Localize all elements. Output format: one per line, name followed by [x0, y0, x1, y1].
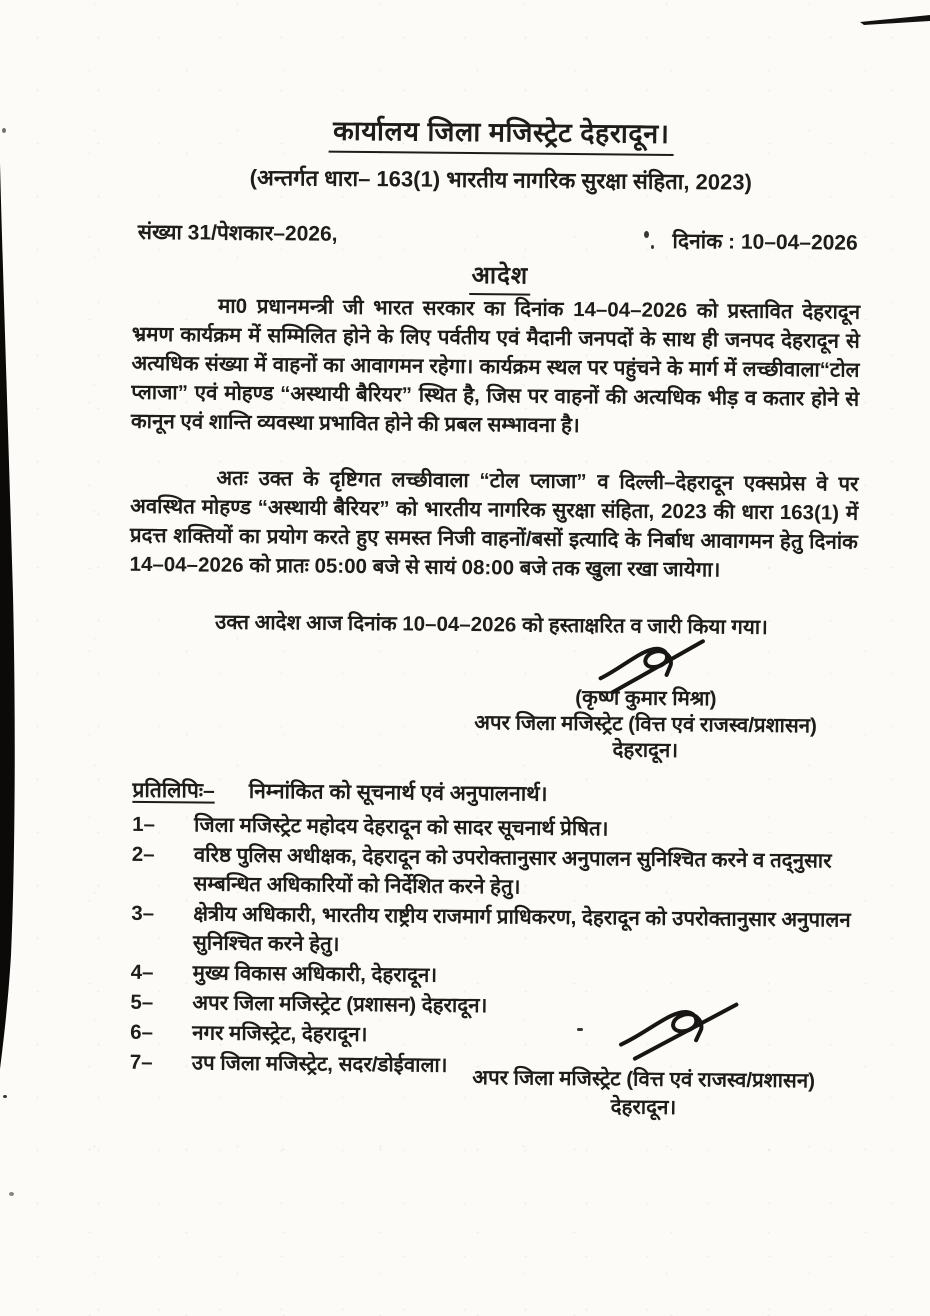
signatory-place: देहरादून। [612, 738, 679, 763]
copy-item-text: नगर मजिस्ट्रेट, देहरादून। [192, 1021, 368, 1047]
copy-item-text: अपर जिला मजिस्ट्रेट (प्रशासन) देहरादून। [192, 991, 488, 1018]
order-paragraph-2: अतः उक्त के दृष्टिगत लच्छीवाला “टोल प्लाजा” व दिल्ली–देहरादून एक्सप्रेस वे पर अवस्थित मोहण्ड “अस्थायी बैरियर” को भारतीय नागरिक सुरक्षा संहिता, 2023 की धारा 163(1) में प्रदत्त शक्तियों का प्रयोग करते हुए समस्त निजी वाहनों/बसों इत्यादि के निर्बाध आवागमन हेतु दिनांक 14–04–2026 को प्रातः 05:00 बजे से सायं 08:00 बजे तक खुला रखा जायेगा। [129, 466, 859, 582]
copy-item-text: उप जिला मजिस्ट्रेट, सदर/डोईवाला। [191, 1051, 448, 1077]
order-heading-text: आदेश [469, 258, 530, 296]
reference-row [138, 218, 858, 253]
signatory-name: (कृष्ण कुमार मिश्रा) [575, 686, 717, 711]
footer-signatory-designation: अपर जिला मजिस्ट्रेट (वित्त एवं राजस्व/प्रशासन) [472, 1066, 816, 1093]
copy-item-2 [131, 840, 858, 905]
signature-scribble-2 [615, 994, 746, 1063]
copy-item-number: 6– [130, 1020, 154, 1045]
copy-item-text: वरिष्ठ पुलिस अधीक्षक, देहरादून को उपरोक्तानुसार अनुपालन सुनिश्चित करने व तद्नुसार सम्बन्धित अधिकारियों को निर्देशित करने हेतु। [193, 843, 832, 899]
copies-list [130, 810, 859, 1085]
footer-signatory-place: देहरादून। [610, 1095, 677, 1120]
footer-signatory-block [419, 1064, 868, 1124]
copies-heading [132, 776, 547, 808]
copy-item-text: क्षेत्रीय अधिकारी, भारतीय राष्ट्रीय राजमार्ग प्राधिकरण, देहरादून को उपरोक्तानुसार अनुपालन सुनिश्चित करने हेतु। [192, 902, 851, 956]
copies-intro: निम्नांकित को सूचनार्थ एवं अनुपालनार्थ। [248, 779, 548, 806]
letter-number: संख्या 31/पेशकार–2026, [137, 220, 338, 246]
signatory-block [423, 684, 869, 766]
letterhead-title-text: कार्यालय जिला मजिस्ट्रेट देहरादून। [329, 111, 674, 156]
copy-item-text: जिला मजिस्ट्रेट महोदय देहरादून को सादर सूचनार्थ प्रेषित। [194, 813, 609, 841]
copy-item-number: 2– [131, 842, 155, 867]
act-reference-line: (अन्तर्गत धारा– 163(1) भारतीय नागरिक सुरक्षा संहिता, 2023) [249, 164, 753, 195]
order-paragraph-1: मा0 प्रधानमन्त्री जी भारत सरकार का दिनांक 14–04–2026 को प्रस्तावित देहरादून भ्रमण कार्यक्रम में सम्मिलित होने के लिए पर्वतीय एवं मैदानी जनपदों के साथ ही जनपद देहरादून से अत्यधिक संख्या में वाहनों का आवागमन रहेगा। कार्यक्रम स्थल पर पहुंचने के मार्ग में लच्छीवाला“टोल प्लाजा” एवं मोहण्ड “अस्थायी बैरियर” स्थित है, जिस पर वाहनों की अत्यधिक भीड़ व कतार होने से कानून एवं शान्ति व्यवस्था प्रभावित होने की प्रबल सम्भावना है। [130, 294, 861, 438]
copy-item-number: 5– [130, 990, 154, 1015]
copy-item-number: 4– [130, 960, 154, 985]
copy-item-number: 7– [129, 1050, 153, 1075]
order-paragraph-3: उक्त आदेश आज दिनांक 10–04–2026 को हस्ताक्षरित व जारी किया गया। [214, 610, 768, 639]
copy-item-number: 3– [131, 901, 155, 926]
letterhead-title [139, 109, 864, 158]
copy-item-3 [131, 899, 858, 964]
copy-item-text: मुख्य विकास अधिकारी, देहरादून। [192, 961, 438, 987]
signatory-designation: अपर जिला मजिस्ट्रेट (वित्त एवं राजस्व/प्रशासन) [474, 711, 818, 738]
copy-item-number: 1– [132, 812, 156, 837]
copies-label: प्रतिलिपिः– [132, 778, 215, 803]
letter-date: दिनांक : 10–04–2026 [672, 229, 858, 255]
